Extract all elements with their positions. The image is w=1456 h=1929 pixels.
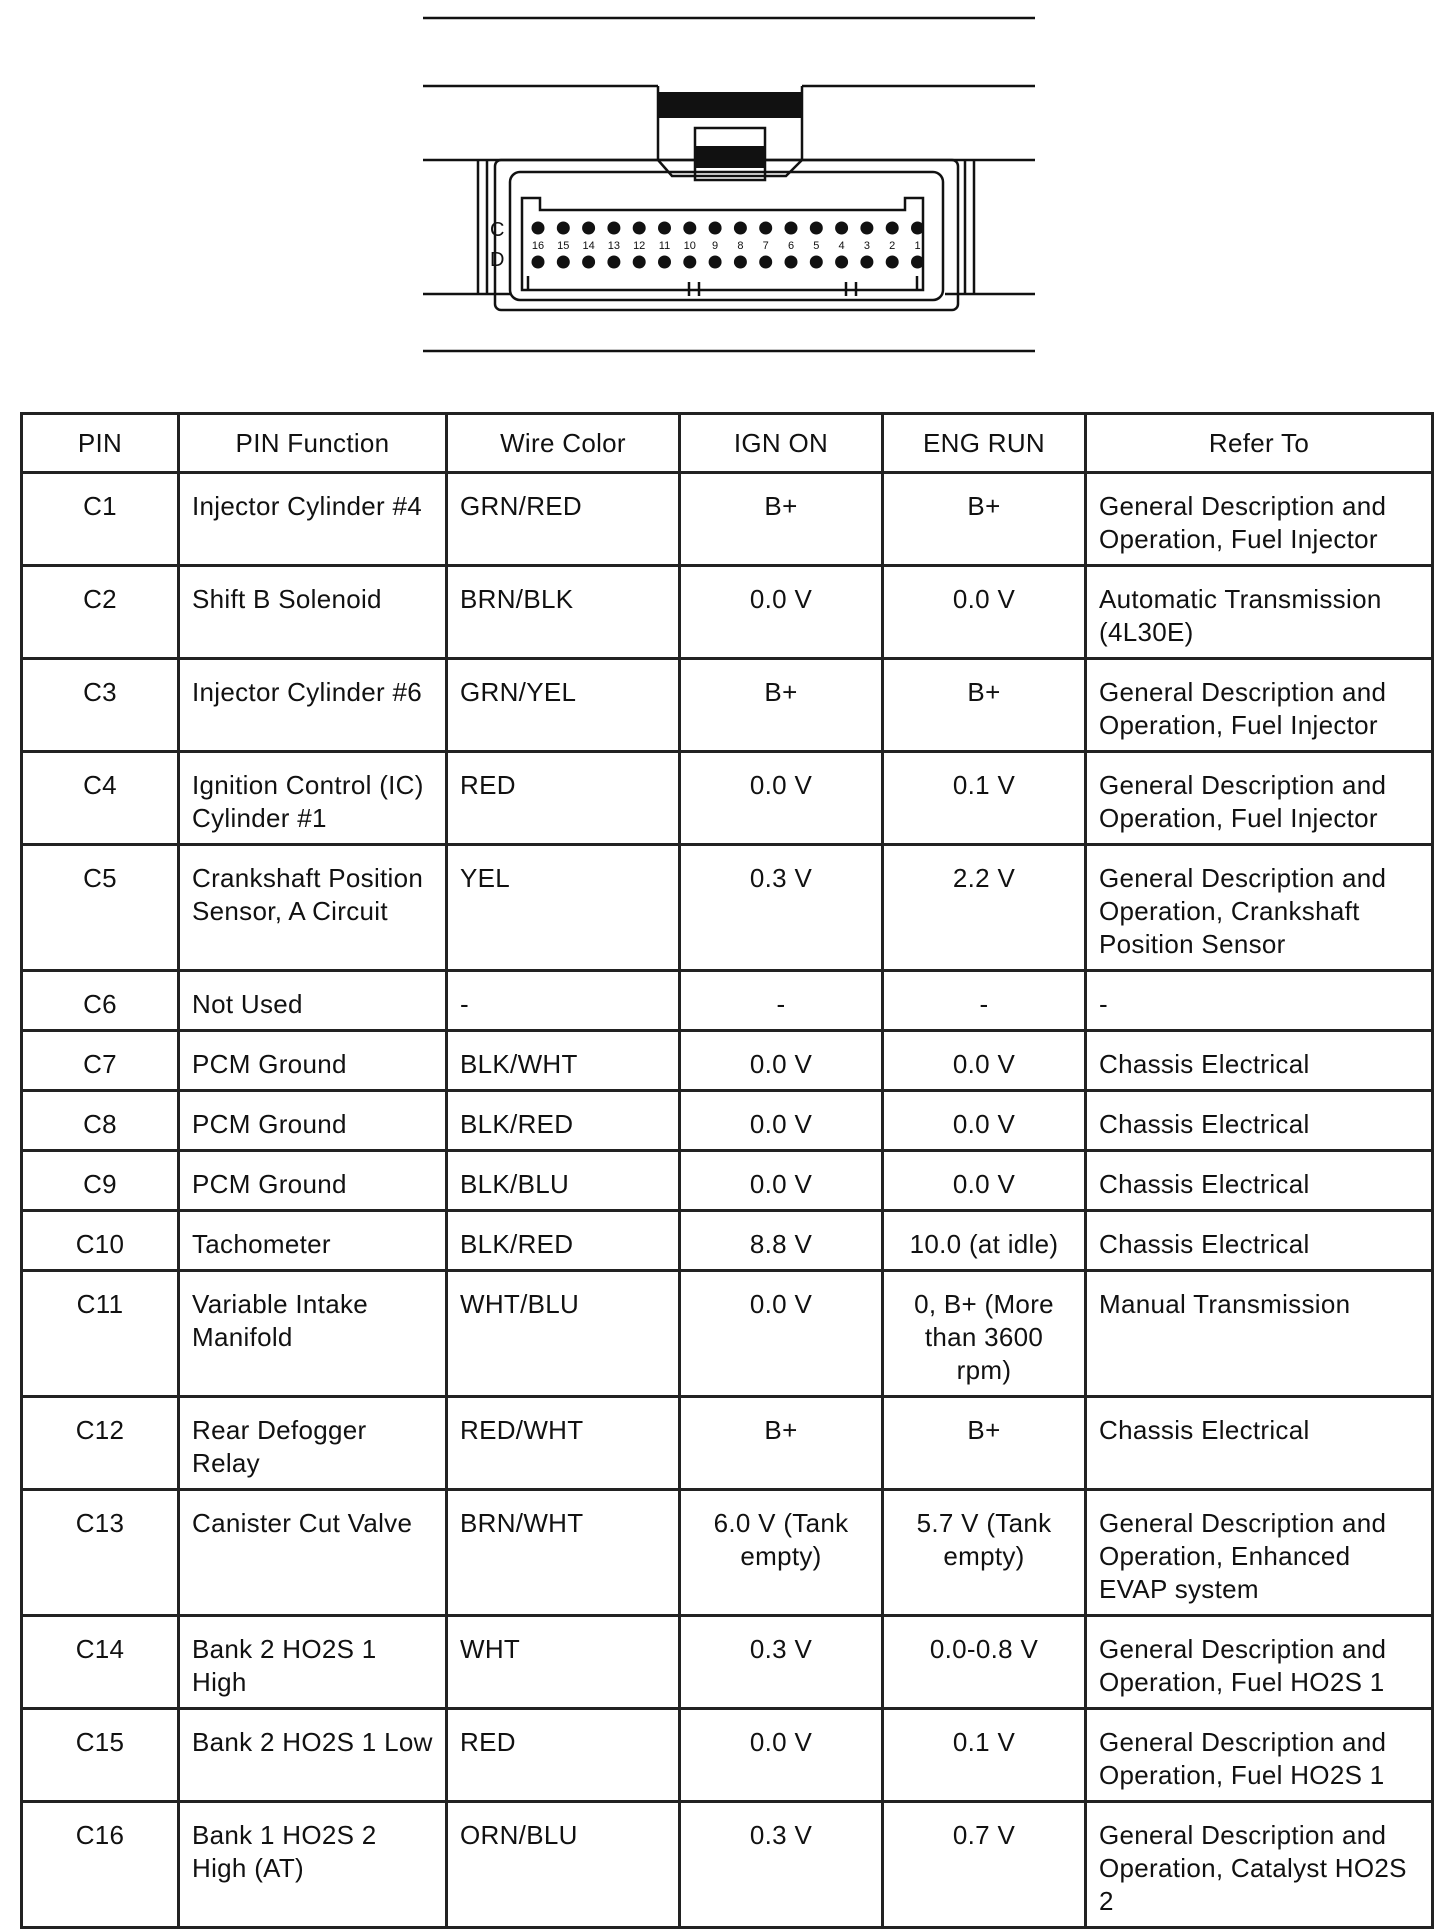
cell-refer-to: General Description and Operation, Crankshaft Position Sensor: [1086, 845, 1433, 971]
pin-number-label: 4: [838, 240, 845, 252]
cell-refer-to: Automatic Transmission (4L30E): [1086, 566, 1433, 659]
header-wire-color: Wire Color: [447, 414, 680, 473]
pin-c: [607, 222, 620, 235]
cell-function: Variable Intake Manifold: [179, 1271, 447, 1397]
cell-ign-on: 0.0 V: [680, 1031, 883, 1091]
header-ign-on: IGN ON: [680, 414, 883, 473]
cell-eng-run: 0.0 V: [883, 1151, 1086, 1211]
pin-number-label: 7: [762, 240, 769, 252]
cell-refer-to: Chassis Electrical: [1086, 1211, 1433, 1271]
cell-pin: C8: [22, 1091, 179, 1151]
pin-d: [911, 256, 924, 269]
pin-d: [810, 256, 823, 269]
pin-number-label: 10: [683, 240, 696, 252]
pin-number-label: 15: [557, 240, 570, 252]
cell-eng-run: -: [883, 971, 1086, 1031]
cell-refer-to: -: [1086, 971, 1433, 1031]
cell-eng-run: 10.0 (at idle): [883, 1211, 1086, 1271]
cell-eng-run: 5.7 V (Tank empty): [883, 1490, 1086, 1616]
cell-refer-to: General Description and Operation, Fuel Injector: [1086, 473, 1433, 566]
pin-d: [658, 256, 671, 269]
row-label-d: D: [490, 249, 505, 271]
pin-c: [709, 222, 722, 235]
cell-eng-run: 0.7 V: [883, 1802, 1086, 1928]
cell-pin: C7: [22, 1031, 179, 1091]
cell-wire-color: GRN/YEL: [447, 659, 680, 752]
cell-function: Rear Defogger Relay: [179, 1397, 447, 1490]
pin-c: [582, 222, 595, 235]
pin-number-label: 16: [531, 240, 545, 252]
pin-number-label: 11: [658, 240, 671, 252]
cell-eng-run: 0.0-0.8 V: [883, 1616, 1086, 1709]
pin-d: [709, 256, 722, 269]
cell-wire-color: WHT/BLU: [447, 1271, 680, 1397]
pin-c: [557, 222, 570, 235]
pin-d: [532, 256, 545, 269]
cell-pin: C1: [22, 473, 179, 566]
cell-function: Tachometer: [179, 1211, 447, 1271]
pin-number-label: 3: [863, 240, 870, 252]
cell-pin: C16: [22, 1802, 179, 1928]
cell-wire-color: RED: [447, 1709, 680, 1802]
pin-number-label: 13: [607, 240, 621, 252]
cell-wire-color: BLK/RED: [447, 1091, 680, 1151]
cell-pin: C10: [22, 1211, 179, 1271]
pin-c: [886, 222, 899, 235]
cell-pin: C6: [22, 971, 179, 1031]
cell-refer-to: General Description and Operation, Fuel Injector: [1086, 659, 1433, 752]
cell-function: Shift B Solenoid: [179, 566, 447, 659]
cell-function: Injector Cylinder #6: [179, 659, 447, 752]
cell-function: Injector Cylinder #4: [179, 473, 447, 566]
pin-number-label: 12: [633, 240, 646, 252]
pin-d: [835, 256, 848, 269]
pin-table-body: [22, 473, 1433, 1928]
pin-number-label: 14: [582, 240, 595, 252]
table-row: [22, 1490, 1433, 1616]
cell-ign-on: 0.3 V: [680, 1802, 883, 1928]
cell-wire-color: GRN/RED: [447, 473, 680, 566]
pin-c: [785, 222, 798, 235]
cell-refer-to: Chassis Electrical: [1086, 1031, 1433, 1091]
pin-number-label: 5: [813, 240, 820, 252]
cell-refer-to: Chassis Electrical: [1086, 1151, 1433, 1211]
cell-wire-color: YEL: [447, 845, 680, 971]
table-row: [22, 1802, 1433, 1928]
table-header-row: [22, 414, 1433, 473]
cell-wire-color: BLK/RED: [447, 1211, 680, 1271]
cell-wire-color: BLK/BLU: [447, 1151, 680, 1211]
pin-c: [860, 222, 873, 235]
connector-diagram: [0, 0, 1456, 370]
table-row: [22, 1091, 1433, 1151]
header-pin-function: PIN Function: [179, 414, 447, 473]
cell-wire-color: ORN/BLU: [447, 1802, 680, 1928]
cell-pin: C4: [22, 752, 179, 845]
cell-pin: C11: [22, 1271, 179, 1397]
cell-ign-on: 0.0 V: [680, 1709, 883, 1802]
pin-d: [785, 256, 798, 269]
pin-number-label: 2: [889, 240, 896, 252]
table-row: [22, 752, 1433, 845]
cell-ign-on: 0.0 V: [680, 1091, 883, 1151]
cell-pin: C14: [22, 1616, 179, 1709]
pin-d: [633, 256, 646, 269]
cell-refer-to: Chassis Electrical: [1086, 1397, 1433, 1490]
cell-ign-on: 0.3 V: [680, 845, 883, 971]
cell-refer-to: Manual Transmission: [1086, 1271, 1433, 1397]
header-refer-to: Refer To: [1086, 414, 1433, 473]
cell-eng-run: 0.1 V: [883, 752, 1086, 845]
cell-pin: C5: [22, 845, 179, 971]
cell-eng-run: 2.2 V: [883, 845, 1086, 971]
cell-wire-color: WHT: [447, 1616, 680, 1709]
cell-pin: C3: [22, 659, 179, 752]
pin-d: [860, 256, 873, 269]
cell-refer-to: General Description and Operation, Fuel HO2S 1: [1086, 1709, 1433, 1802]
cell-ign-on: 6.0 V (Tank empty): [680, 1490, 883, 1616]
table-row: [22, 845, 1433, 971]
latch-band-inner: [695, 146, 765, 168]
cell-pin: C12: [22, 1397, 179, 1490]
pin-d: [759, 256, 772, 269]
cell-function: Not Used: [179, 971, 447, 1031]
cell-wire-color: RED/WHT: [447, 1397, 680, 1490]
table-row: [22, 473, 1433, 566]
cell-function: Ignition Control (IC) Cylinder #1: [179, 752, 447, 845]
pin-d: [886, 256, 899, 269]
cell-refer-to: Chassis Electrical: [1086, 1091, 1433, 1151]
pin-c: [633, 222, 646, 235]
cell-refer-to: General Description and Operation, Enhanced EVAP system: [1086, 1490, 1433, 1616]
pin-table: [20, 412, 1434, 1929]
cell-function: PCM Ground: [179, 1031, 447, 1091]
cell-refer-to: General Description and Operation, Catalyst HO2S 2: [1086, 1802, 1433, 1928]
table-row: [22, 971, 1433, 1031]
latch-band-top: [658, 92, 802, 118]
pin-c: [658, 222, 671, 235]
cell-function: PCM Ground: [179, 1091, 447, 1151]
cell-wire-color: BLK/WHT: [447, 1031, 680, 1091]
cell-pin: C9: [22, 1151, 179, 1211]
cell-eng-run: 0.0 V: [883, 1031, 1086, 1091]
cell-eng-run: 0.0 V: [883, 566, 1086, 659]
table-row: [22, 566, 1433, 659]
cell-ign-on: 0.0 V: [680, 752, 883, 845]
cell-eng-run: 0.1 V: [883, 1709, 1086, 1802]
cell-ign-on: 0.0 V: [680, 1271, 883, 1397]
row-label-c: C: [490, 219, 505, 241]
cell-wire-color: BRN/WHT: [447, 1490, 680, 1616]
cell-eng-run: 0.0 V: [883, 1091, 1086, 1151]
cell-ign-on: 0.3 V: [680, 1616, 883, 1709]
pin-c: [759, 222, 772, 235]
cell-function: Bank 1 HO2S 2 High (AT): [179, 1802, 447, 1928]
cell-wire-color: BRN/BLK: [447, 566, 680, 659]
cell-wire-color: RED: [447, 752, 680, 845]
pin-d: [607, 256, 620, 269]
cell-pin: C2: [22, 566, 179, 659]
pin-grid: [532, 222, 925, 269]
cell-eng-run: B+: [883, 1397, 1086, 1490]
cell-ign-on: B+: [680, 473, 883, 566]
table-row: [22, 1151, 1433, 1211]
cell-ign-on: 8.8 V: [680, 1211, 883, 1271]
pin-number-label: 1: [914, 240, 921, 252]
cell-function: Bank 2 HO2S 1 Low: [179, 1709, 447, 1802]
cell-refer-to: General Description and Operation, Fuel Injector: [1086, 752, 1433, 845]
connector-outline: [423, 18, 1035, 351]
table-row: [22, 1271, 1433, 1397]
cell-eng-run: B+: [883, 659, 1086, 752]
pin-d: [557, 256, 570, 269]
cell-refer-to: General Description and Operation, Fuel HO2S 1: [1086, 1616, 1433, 1709]
cell-wire-color: -: [447, 971, 680, 1031]
pin-number-label: 6: [787, 240, 795, 252]
pin-c: [810, 222, 823, 235]
cell-pin: C15: [22, 1709, 179, 1802]
table-row: [22, 1709, 1433, 1802]
cell-function: Crankshaft Position Sensor, A Circuit: [179, 845, 447, 971]
pin-c: [683, 222, 696, 235]
pin-number-label: 9: [712, 240, 719, 252]
pin-d: [683, 256, 696, 269]
cell-ign-on: B+: [680, 659, 883, 752]
header-eng-run: ENG RUN: [883, 414, 1086, 473]
cell-eng-run: B+: [883, 473, 1086, 566]
header-pin: PIN: [22, 414, 179, 473]
cell-pin: C13: [22, 1490, 179, 1616]
pin-c: [835, 222, 848, 235]
pin-c: [911, 222, 924, 235]
cell-function: Canister Cut Valve: [179, 1490, 447, 1616]
table-row: [22, 1397, 1433, 1490]
cell-ign-on: 0.0 V: [680, 566, 883, 659]
table-row: [22, 1031, 1433, 1091]
pin-number-label: 8: [737, 240, 744, 252]
cell-ign-on: -: [680, 971, 883, 1031]
pin-d: [582, 256, 595, 269]
pin-d: [734, 256, 747, 269]
cell-ign-on: 0.0 V: [680, 1151, 883, 1211]
table-row: [22, 1211, 1433, 1271]
cell-function: PCM Ground: [179, 1151, 447, 1211]
pin-c: [532, 222, 545, 235]
pin-c: [734, 222, 747, 235]
cell-function: Bank 2 HO2S 1 High: [179, 1616, 447, 1709]
cell-eng-run: 0, B+ (More than 3600 rpm): [883, 1271, 1086, 1397]
cell-ign-on: B+: [680, 1397, 883, 1490]
table-row: [22, 659, 1433, 752]
table-row: [22, 1616, 1433, 1709]
